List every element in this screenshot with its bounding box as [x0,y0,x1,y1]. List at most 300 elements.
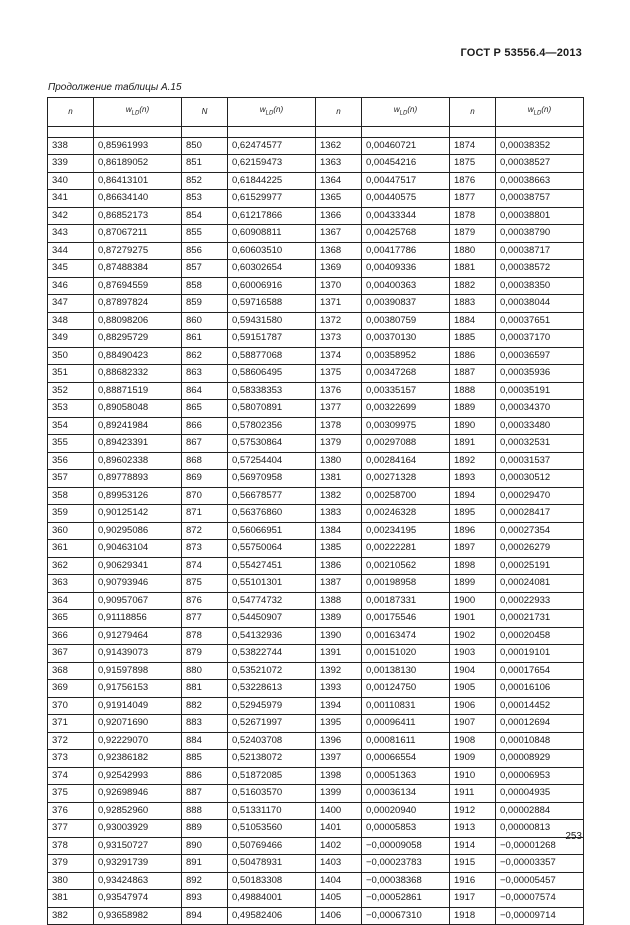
value-cell: 0,00454216 [362,155,450,173]
value-cell: 0,00033480 [496,417,584,435]
index-cell: 894 [182,907,228,925]
index-cell: 1384 [316,522,362,540]
value-cell: 0,00024081 [496,575,584,593]
value-cell: 0,92071690 [94,715,182,733]
column-header [362,98,450,127]
table-row [48,400,584,418]
index-cell: 1394 [316,697,362,715]
index-cell: 343 [48,225,94,243]
index-cell: 1895 [450,505,496,523]
value-cell: 0,00029470 [496,487,584,505]
index-cell: 376 [48,802,94,820]
value-cell: 0,00036134 [362,785,450,803]
index-cell: 1405 [316,890,362,908]
value-cell: 0,86189052 [94,155,182,173]
value-cell: 0,00031537 [496,452,584,470]
index-cell: 1400 [316,802,362,820]
index-cell: 1406 [316,907,362,925]
value-cell: 0,87897824 [94,295,182,313]
index-cell: 1897 [450,540,496,558]
value-cell: −0,00003357 [496,855,584,873]
value-cell: 0,56376860 [228,505,316,523]
table-row [48,732,584,750]
value-cell: 0,52138072 [228,750,316,768]
value-cell: 0,60908811 [228,225,316,243]
table-row [48,347,584,365]
value-cell: 0,53521072 [228,662,316,680]
value-cell: 0,00110831 [362,697,450,715]
index-cell: 350 [48,347,94,365]
index-cell: 881 [182,680,228,698]
value-cell: 0,92852960 [94,802,182,820]
index-cell: 1900 [450,592,496,610]
index-cell: 1902 [450,627,496,645]
index-cell: 1916 [450,872,496,890]
index-cell: 367 [48,645,94,663]
value-cell: 0,00038801 [496,207,584,225]
column-header-suffix: (n) [139,105,150,114]
value-cell: 0,00038527 [496,155,584,173]
value-cell: 0,55101301 [228,575,316,593]
index-cell: 1883 [450,295,496,313]
index-cell: 341 [48,190,94,208]
value-cell: 0,00425768 [362,225,450,243]
index-cell: 1912 [450,802,496,820]
table-row [48,452,584,470]
table-body [48,126,584,925]
value-cell: 0,59151787 [228,330,316,348]
index-cell: 369 [48,680,94,698]
column-header [496,98,584,127]
index-cell: 1881 [450,260,496,278]
value-cell: 0,53228613 [228,680,316,698]
table-row [48,750,584,768]
value-cell: 0,92386182 [94,750,182,768]
index-cell: 1909 [450,750,496,768]
index-cell: 860 [182,312,228,330]
index-cell: 880 [182,662,228,680]
index-cell: 355 [48,435,94,453]
index-cell: 1383 [316,505,362,523]
value-cell: 0,00081611 [362,732,450,750]
value-cell: 0,90295086 [94,522,182,540]
value-cell: 0,91597898 [94,662,182,680]
value-cell: 0,54132936 [228,627,316,645]
value-cell: 0,89423391 [94,435,182,453]
value-cell: 0,00025191 [496,557,584,575]
index-cell: 1874 [450,137,496,155]
value-cell: 0,90463104 [94,540,182,558]
index-cell: 380 [48,872,94,890]
column-header [450,98,496,127]
value-cell: 0,00234195 [362,522,450,540]
index-cell: 1402 [316,837,362,855]
value-cell: 0,00198958 [362,575,450,593]
value-cell: 0,00038350 [496,277,584,295]
index-cell: 1914 [450,837,496,855]
table-row [48,470,584,488]
index-cell: 1362 [316,137,362,155]
value-cell: 0,00036597 [496,347,584,365]
index-cell: 874 [182,557,228,575]
index-cell: 857 [182,260,228,278]
value-cell: 0,00035936 [496,365,584,383]
index-cell: 850 [182,137,228,155]
table-row [48,697,584,715]
value-cell: 0,92229070 [94,732,182,750]
index-cell: 352 [48,382,94,400]
index-cell: 889 [182,820,228,838]
index-cell: 1376 [316,382,362,400]
index-cell: 364 [48,592,94,610]
value-cell: 0,87488384 [94,260,182,278]
table-row [48,242,584,260]
index-cell: 1390 [316,627,362,645]
index-cell: 1889 [450,400,496,418]
value-cell: 0,88098206 [94,312,182,330]
index-cell: 1910 [450,767,496,785]
value-cell: 0,00460721 [362,137,450,155]
table-row [48,837,584,855]
index-cell: 1371 [316,295,362,313]
index-cell: 1403 [316,855,362,873]
value-cell: 0,93150727 [94,837,182,855]
column-header [316,98,362,127]
value-cell: 0,91279464 [94,627,182,645]
index-cell: 371 [48,715,94,733]
index-cell: 855 [182,225,228,243]
table-row [48,312,584,330]
value-cell: 0,00020458 [496,627,584,645]
data-table [47,97,584,925]
value-cell: 0,00187331 [362,592,450,610]
index-cell: 890 [182,837,228,855]
value-cell: 0,00322699 [362,400,450,418]
column-header-label: w [259,105,266,114]
index-cell: 886 [182,767,228,785]
table-row [48,487,584,505]
index-cell: 1891 [450,435,496,453]
value-cell: 0,00028417 [496,505,584,523]
value-cell: 0,00370130 [362,330,450,348]
value-cell: 0,51603570 [228,785,316,803]
value-cell: 0,00335157 [362,382,450,400]
column-header-label: n [470,106,475,116]
value-cell: 0,60603510 [228,242,316,260]
column-header-subscript: LD [131,110,140,117]
value-cell: 0,00124750 [362,680,450,698]
index-cell: 1911 [450,785,496,803]
value-cell: 0,57530864 [228,435,316,453]
value-cell: 0,00038790 [496,225,584,243]
index-cell: 1363 [316,155,362,173]
value-cell: 0,00297088 [362,435,450,453]
value-cell: 0,00175546 [362,610,450,628]
value-cell: 0,00409336 [362,260,450,278]
value-cell: 0,93547974 [94,890,182,908]
spacer-cell [228,126,316,137]
value-cell: 0,85961993 [94,137,182,155]
index-cell: 868 [182,452,228,470]
table-row [48,610,584,628]
value-cell: 0,59431580 [228,312,316,330]
column-header-subscript: LD [533,110,542,117]
value-cell: 0,88490423 [94,347,182,365]
value-cell: 0,54450907 [228,610,316,628]
value-cell: 0,91118856 [94,610,182,628]
table-row [48,225,584,243]
index-cell: 1876 [450,172,496,190]
page-number: 253 [565,831,582,842]
column-header-label: w [125,105,132,114]
value-cell: 0,00066554 [362,750,450,768]
index-cell: 338 [48,137,94,155]
spacer-cell [94,126,182,137]
value-cell: 0,92542993 [94,767,182,785]
index-cell: 1388 [316,592,362,610]
column-header [182,98,228,127]
value-cell: 0,00284164 [362,452,450,470]
value-cell: 0,51053560 [228,820,316,838]
index-cell: 1366 [316,207,362,225]
value-cell: 0,52945979 [228,697,316,715]
value-cell: 0,00347268 [362,365,450,383]
index-cell: 377 [48,820,94,838]
index-cell: 872 [182,522,228,540]
value-cell: 0,00038044 [496,295,584,313]
index-cell: 879 [182,645,228,663]
index-cell: 1379 [316,435,362,453]
value-cell: 0,00017654 [496,662,584,680]
value-cell: 0,86634140 [94,190,182,208]
index-cell: 365 [48,610,94,628]
index-cell: 357 [48,470,94,488]
index-cell: 382 [48,907,94,925]
index-cell: 861 [182,330,228,348]
value-cell: 0,86852173 [94,207,182,225]
value-cell: 0,00038572 [496,260,584,278]
index-cell: 1886 [450,347,496,365]
index-cell: 1392 [316,662,362,680]
value-cell: 0,52403708 [228,732,316,750]
index-cell: 361 [48,540,94,558]
index-cell: 1917 [450,890,496,908]
index-cell: 893 [182,890,228,908]
index-cell: 1374 [316,347,362,365]
value-cell: 0,51331170 [228,802,316,820]
value-cell: 0,92698946 [94,785,182,803]
value-cell: 0,88871519 [94,382,182,400]
table-row [48,522,584,540]
value-cell: 0,93003929 [94,820,182,838]
table-row [48,820,584,838]
value-cell: −0,00007574 [496,890,584,908]
value-cell: 0,57802356 [228,417,316,435]
index-cell: 349 [48,330,94,348]
index-cell: 870 [182,487,228,505]
index-cell: 1398 [316,767,362,785]
table-row [48,575,584,593]
table-row [48,872,584,890]
value-cell: 0,49582406 [228,907,316,925]
value-cell: 0,56066951 [228,522,316,540]
value-cell: 0,00038352 [496,137,584,155]
index-cell: 381 [48,890,94,908]
value-cell: 0,54774732 [228,592,316,610]
value-cell: 0,58338353 [228,382,316,400]
index-cell: 1393 [316,680,362,698]
index-cell: 873 [182,540,228,558]
index-cell: 379 [48,855,94,873]
index-cell: 1893 [450,470,496,488]
value-cell: 0,58070891 [228,400,316,418]
index-cell: 888 [182,802,228,820]
index-cell: 1915 [450,855,496,873]
column-header-subscript: LD [265,110,274,117]
table-row [48,365,584,383]
index-cell: 344 [48,242,94,260]
table-row [48,890,584,908]
value-cell: 0,00008929 [496,750,584,768]
index-cell: 1901 [450,610,496,628]
value-cell: 0,56970958 [228,470,316,488]
column-header [228,98,316,127]
value-cell: 0,00032531 [496,435,584,453]
index-cell: 875 [182,575,228,593]
table-row [48,557,584,575]
index-cell: 1906 [450,697,496,715]
value-cell: 0,57254404 [228,452,316,470]
value-cell: 0,53822744 [228,645,316,663]
value-cell: 0,61844225 [228,172,316,190]
value-cell: 0,00096411 [362,715,450,733]
value-cell: 0,86413101 [94,172,182,190]
standard-designation: ГОСТ Р 53556.4—2013 [460,47,582,59]
value-cell: 0,61217866 [228,207,316,225]
index-cell: 1885 [450,330,496,348]
index-cell: 359 [48,505,94,523]
value-cell: 0,00022933 [496,592,584,610]
index-cell: 1386 [316,557,362,575]
table-row [48,435,584,453]
value-cell: 0,00258700 [362,487,450,505]
index-cell: 869 [182,470,228,488]
index-cell: 346 [48,277,94,295]
index-cell: 351 [48,365,94,383]
table-row [48,190,584,208]
index-cell: 1890 [450,417,496,435]
value-cell: 0,00210562 [362,557,450,575]
value-cell: 0,00447517 [362,172,450,190]
value-cell: −0,00009714 [496,907,584,925]
index-cell: 353 [48,400,94,418]
index-cell: 363 [48,575,94,593]
index-cell: 1367 [316,225,362,243]
index-cell: 375 [48,785,94,803]
value-cell: 0,93424863 [94,872,182,890]
index-cell: 859 [182,295,228,313]
table-row [48,207,584,225]
index-cell: 878 [182,627,228,645]
value-cell: 0,59716588 [228,295,316,313]
index-cell: 366 [48,627,94,645]
index-cell: 340 [48,172,94,190]
value-cell: 0,52671997 [228,715,316,733]
table-row [48,592,584,610]
index-cell: 1898 [450,557,496,575]
value-cell: 0,00038663 [496,172,584,190]
value-cell: 0,00222281 [362,540,450,558]
index-cell: 347 [48,295,94,313]
value-cell: 0,51872085 [228,767,316,785]
index-cell: 1377 [316,400,362,418]
index-cell: 863 [182,365,228,383]
value-cell: 0,00012694 [496,715,584,733]
value-cell: 0,55750064 [228,540,316,558]
index-cell: 1907 [450,715,496,733]
table-header-row [48,98,584,127]
index-cell: 1913 [450,820,496,838]
value-cell: 0,00020940 [362,802,450,820]
table-row [48,785,584,803]
value-cell: 0,88682332 [94,365,182,383]
column-header-subscript: LD [399,110,408,117]
value-cell: −0,00067310 [362,907,450,925]
index-cell: 1378 [316,417,362,435]
index-cell: 1880 [450,242,496,260]
value-cell: 0,87279275 [94,242,182,260]
index-cell: 876 [182,592,228,610]
index-cell: 867 [182,435,228,453]
value-cell: 0,00016106 [496,680,584,698]
index-cell: 370 [48,697,94,715]
value-cell: 0,89058048 [94,400,182,418]
index-cell: 339 [48,155,94,173]
index-cell: 1918 [450,907,496,925]
index-cell: 1875 [450,155,496,173]
value-cell: 0,90629341 [94,557,182,575]
table-row [48,382,584,400]
spacer-cell [362,126,450,137]
value-cell: 0,89602338 [94,452,182,470]
value-cell: 0,00038757 [496,190,584,208]
table-row [48,155,584,173]
index-cell: 368 [48,662,94,680]
index-cell: 1879 [450,225,496,243]
table-row [48,505,584,523]
column-header-label: N [201,106,208,116]
index-cell: 1905 [450,680,496,698]
index-cell: 856 [182,242,228,260]
index-cell: 1887 [450,365,496,383]
table-row [48,802,584,820]
index-cell: 1884 [450,312,496,330]
index-cell: 345 [48,260,94,278]
value-cell: 0,00006953 [496,767,584,785]
value-cell: −0,00001268 [496,837,584,855]
value-cell: 0,62159473 [228,155,316,173]
index-cell: 864 [182,382,228,400]
index-cell: 891 [182,855,228,873]
index-cell: 1385 [316,540,362,558]
value-cell: 0,00037170 [496,330,584,348]
value-cell: 0,60006916 [228,277,316,295]
index-cell: 1391 [316,645,362,663]
table-row [48,295,584,313]
value-cell: 0,00358952 [362,347,450,365]
table-row [48,767,584,785]
table-row [48,330,584,348]
